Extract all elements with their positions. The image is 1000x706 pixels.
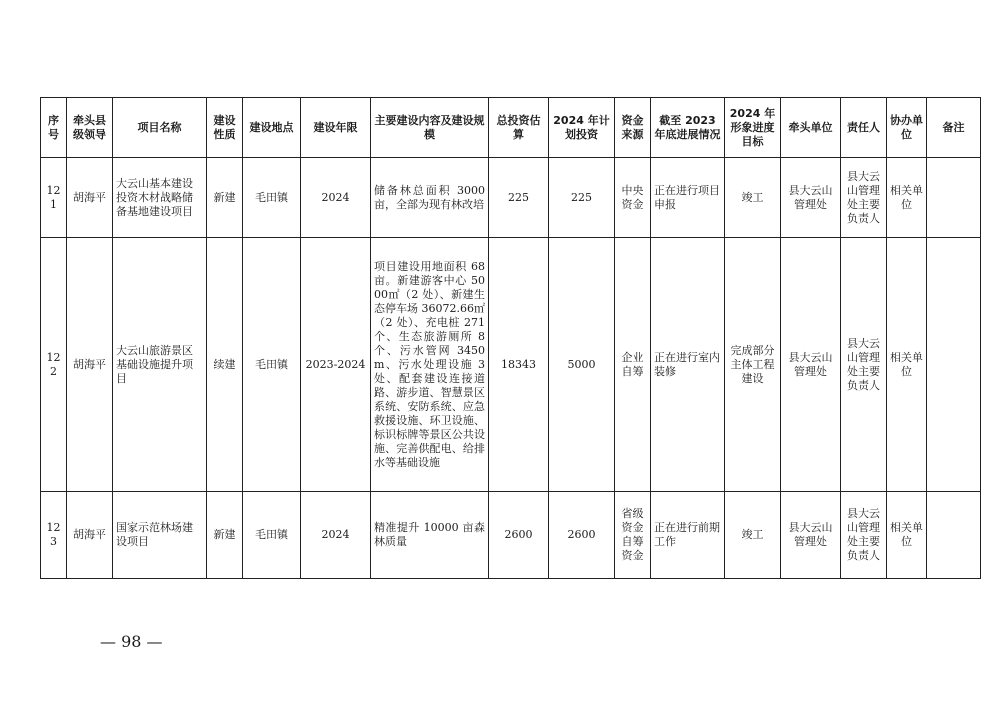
plan-2024-cell: 2600 [549, 492, 615, 579]
plan-2024-cell: 225 [549, 158, 615, 238]
location-cell: 毛田镇 [243, 492, 301, 579]
row-number: 121 [41, 158, 67, 238]
co-unit-cell: 相关单位 [887, 238, 927, 492]
header-cell: 牵头县级领导 [67, 98, 113, 158]
responsible-person-cell: 县大云山管理处主要负责人 [841, 492, 887, 579]
header-cell: 建设年限 [301, 98, 371, 158]
header-cell: 责任人 [841, 98, 887, 158]
header-cell: 2024 年形象进度目标 [725, 98, 781, 158]
header-cell: 建设地点 [243, 98, 301, 158]
remark-cell [927, 492, 981, 579]
progress-cell: 正在进行室内装修 [651, 238, 725, 492]
nature-cell: 续建 [207, 238, 243, 492]
period-cell: 2024 [301, 492, 371, 579]
row-number: 123 [41, 492, 67, 579]
table-row [41, 238, 981, 492]
header-cell: 建设性质 [207, 98, 243, 158]
remark-cell [927, 158, 981, 238]
project-table [40, 97, 981, 579]
responsible-person-cell: 县大云山管理处主要负责人 [841, 158, 887, 238]
remark-cell [927, 238, 981, 492]
row-number: 122 [41, 238, 67, 492]
total-investment-cell: 18343 [489, 238, 549, 492]
header-cell: 序号 [41, 98, 67, 158]
fund-source-cell: 省级资金自筹资金 [615, 492, 651, 579]
header-cell: 资金来源 [615, 98, 651, 158]
content-cell: 储备林总面积 3000 亩，全部为现有林改培 [371, 158, 489, 238]
header-cell: 备注 [927, 98, 981, 158]
leader-cell: 胡海平 [67, 158, 113, 238]
nature-cell: 新建 [207, 158, 243, 238]
page-number: — 98 — [100, 632, 163, 651]
target-cell: 竣工 [725, 158, 781, 238]
lead-unit-cell: 县大云山管理处 [781, 158, 841, 238]
co-unit-cell: 相关单位 [887, 492, 927, 579]
leader-cell: 胡海平 [67, 492, 113, 579]
target-cell: 完成部分主体工程建设 [725, 238, 781, 492]
progress-cell: 正在进行前期工作 [651, 492, 725, 579]
project-name-cell: 大云山基本建设投资木材战略储备基地建设项目 [113, 158, 207, 238]
fund-source-cell: 中央资金 [615, 158, 651, 238]
co-unit-cell: 相关单位 [887, 158, 927, 238]
header-cell: 项目名称 [113, 98, 207, 158]
location-cell: 毛田镇 [243, 238, 301, 492]
table-row [41, 158, 981, 238]
project-name-cell: 国家示范林场建设项目 [113, 492, 207, 579]
progress-cell: 正在进行项目申报 [651, 158, 725, 238]
fund-source-cell: 企业自筹 [615, 238, 651, 492]
period-cell: 2023-2024 [301, 238, 371, 492]
header-cell: 主要建设内容及建设规模 [371, 98, 489, 158]
table-header-row [41, 98, 981, 158]
header-cell: 截至 2023 年底进展情况 [651, 98, 725, 158]
project-name-cell: 大云山旅游景区基础设施提升项目 [113, 238, 207, 492]
target-cell: 竣工 [725, 492, 781, 579]
nature-cell: 新建 [207, 492, 243, 579]
lead-unit-cell: 县大云山管理处 [781, 492, 841, 579]
header-cell: 牵头单位 [781, 98, 841, 158]
content-cell: 项目建设用地面积 68 亩。新建游客中心 5000㎡（2 处）、新建生态停车场 36072.66㎡（2 处）、充电桩 271 个、生态旅游厕所 8 个、污水管网 3450m、污水处理设施 3 处、配套建设连接道路、游步道、智慧景区系统、安防系统、应急救援设施、环卫设施、标识标牌等景区公共设施、完善供配电、给排水等基础设施 [371, 238, 489, 492]
leader-cell: 胡海平 [67, 238, 113, 492]
header-cell: 协办单位 [887, 98, 927, 158]
plan-2024-cell: 5000 [549, 238, 615, 492]
location-cell: 毛田镇 [243, 158, 301, 238]
header-cell: 2024 年计划投资 [549, 98, 615, 158]
header-cell: 总投资估算 [489, 98, 549, 158]
total-investment-cell: 225 [489, 158, 549, 238]
content-cell: 精准提升 10000 亩森林质量 [371, 492, 489, 579]
period-cell: 2024 [301, 158, 371, 238]
total-investment-cell: 2600 [489, 492, 549, 579]
table-row [41, 492, 981, 579]
responsible-person-cell: 县大云山管理处主要负责人 [841, 238, 887, 492]
lead-unit-cell: 县大云山管理处 [781, 238, 841, 492]
